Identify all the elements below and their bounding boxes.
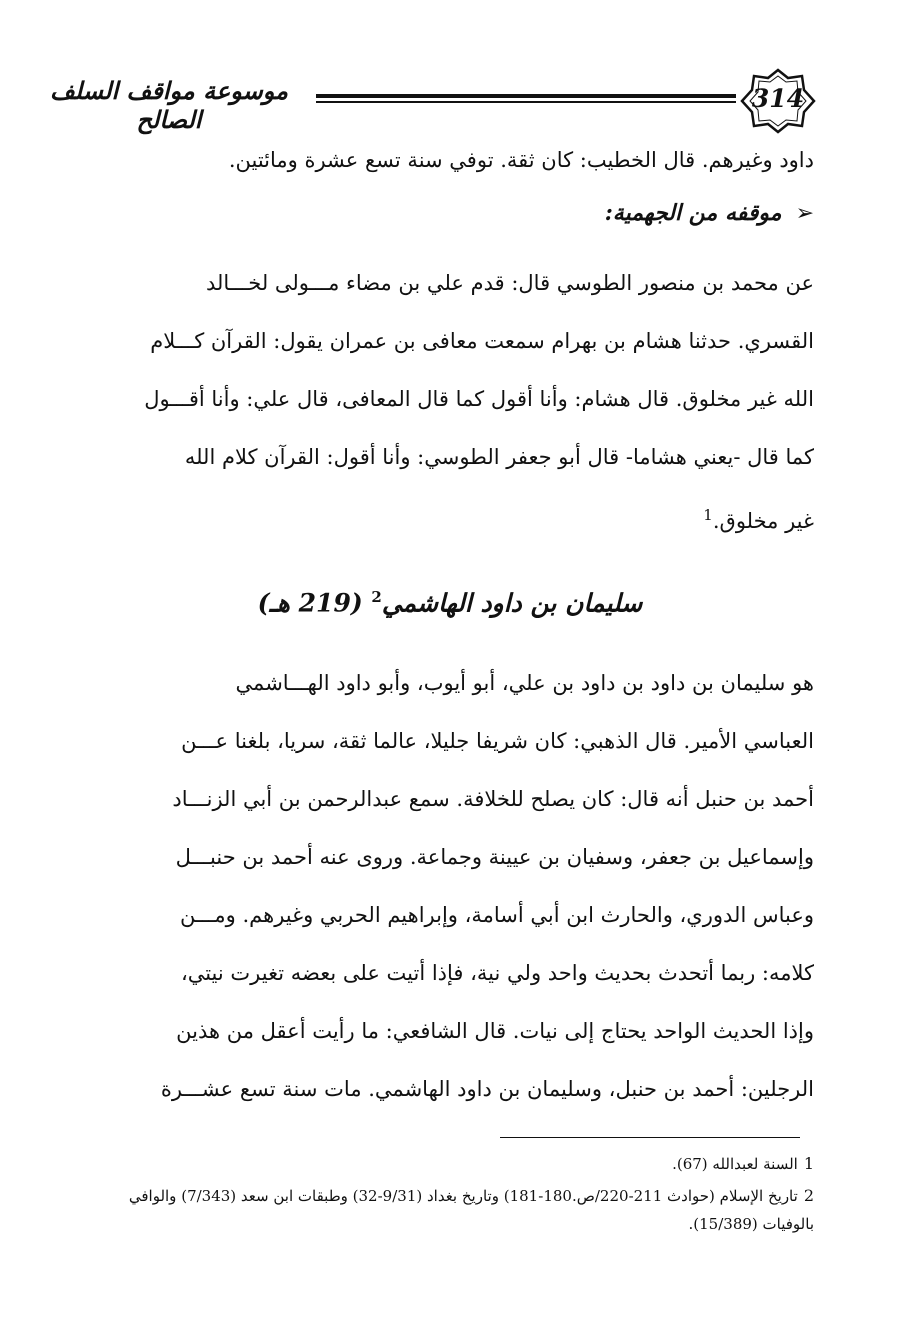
passage-line: وعباس الدوري، والحارث ابن أبي أسامة، وإبراهيم الحربي وغيرهم. ومـــن: [179, 903, 814, 927]
footnote-number: 1: [803, 1154, 814, 1173]
passage-line: هو سليمان بن داود بن داود بن علي، أبو أيوب، وأبو داود الهـــاشمي: [235, 671, 814, 695]
page-number: 314: [751, 84, 805, 113]
passage-line: وإذا الحديث الواحد يحتاج إلى نيات. قال الشافعي: ما رأيت أعقل من هذين: [176, 1019, 814, 1043]
intro-line: داود وغيرهم. قال الخطيب: كان ثقة. توفي سنة تسع عشرة ومائتين.: [228, 148, 814, 172]
passage-line-last: [114, 486, 814, 550]
footnote: [114, 1182, 814, 1238]
passage-line: وإسماعيل بن جعفر، وسفيان بن عيينة وجماعة. وروى عنه أحمد بن حنبـــل: [175, 845, 814, 869]
passage-2: [114, 654, 814, 1118]
passage-line: عن محمد بن منصور الطوسي قال: قدم علي بن مضاء مـــولى لخـــالد: [205, 271, 814, 295]
book-title: موسوعة مواقف السلف الصالح: [49, 76, 289, 134]
footnote-separator: [500, 1137, 800, 1138]
header-rule-thin: [316, 101, 736, 103]
passage-line: كما قال -يعني هشاما- قال أبو جعفر الطوسي: وأنا أقول: القرآن كلام الله: [184, 445, 814, 469]
footnote: [114, 1150, 814, 1178]
footnotes: [114, 1150, 814, 1242]
footnote-number: 2: [803, 1186, 814, 1205]
subheading-text: موقفه من الجهمية:: [604, 200, 782, 226]
footnote-ref: 1: [703, 506, 713, 524]
section-title-name: سليمان بن داود الهاشمي: [381, 588, 643, 618]
section-title-date: (219 هـ): [257, 588, 363, 618]
footnote-text: السنة لعبدالله (67).: [672, 1155, 798, 1173]
footnote-ref: 2: [371, 588, 382, 606]
subheading: [134, 200, 814, 226]
passage-line: الرجلين: أحمد بن حنبل، وسليمان بن داود الهاشمي. مات سنة تسع عشـــرة: [160, 1077, 814, 1101]
passage-line: أحمد بن حنبل أنه قال: كان يصلح للخلافة. سمع عبدالرحمن بن أبي الزنـــاد: [172, 787, 814, 811]
footnote-text: تاريخ الإسلام (حوادث 211-220/ص.180-181) وتاريخ بغداد (9/31-32) وطبقات ابن سعد (7/343) والوافي بالوفيات (15/389).: [128, 1187, 814, 1233]
passage-line: العباسي الأمير. قال الذهبي: كان شريفا جليلا، عالما ثقة، سريا، بلغنا عـــن: [181, 729, 814, 753]
passage-line: كلامه: ربما أتحدث بحديث واحد ولي نية، فإذا أتيت على بعضه تغيرت نيتي،: [180, 961, 814, 985]
page-header: [24, 66, 810, 134]
arrow-bullet-icon: ➢: [795, 201, 814, 226]
header-rule: [316, 94, 736, 98]
passage-line: القسري. حدثنا هشام بن بهرام سمعت معافى بن عمران يقول: القرآن كـــلام: [150, 329, 814, 353]
passage-line-text: غير مخلوق.: [712, 509, 814, 533]
section-title: [150, 588, 750, 617]
passage-1: [114, 254, 814, 550]
passage-line: الله غير مخلوق. قال هشام: وأنا أقول كما قال المعافى، قال علي: وأنا أقـــول: [144, 387, 814, 411]
